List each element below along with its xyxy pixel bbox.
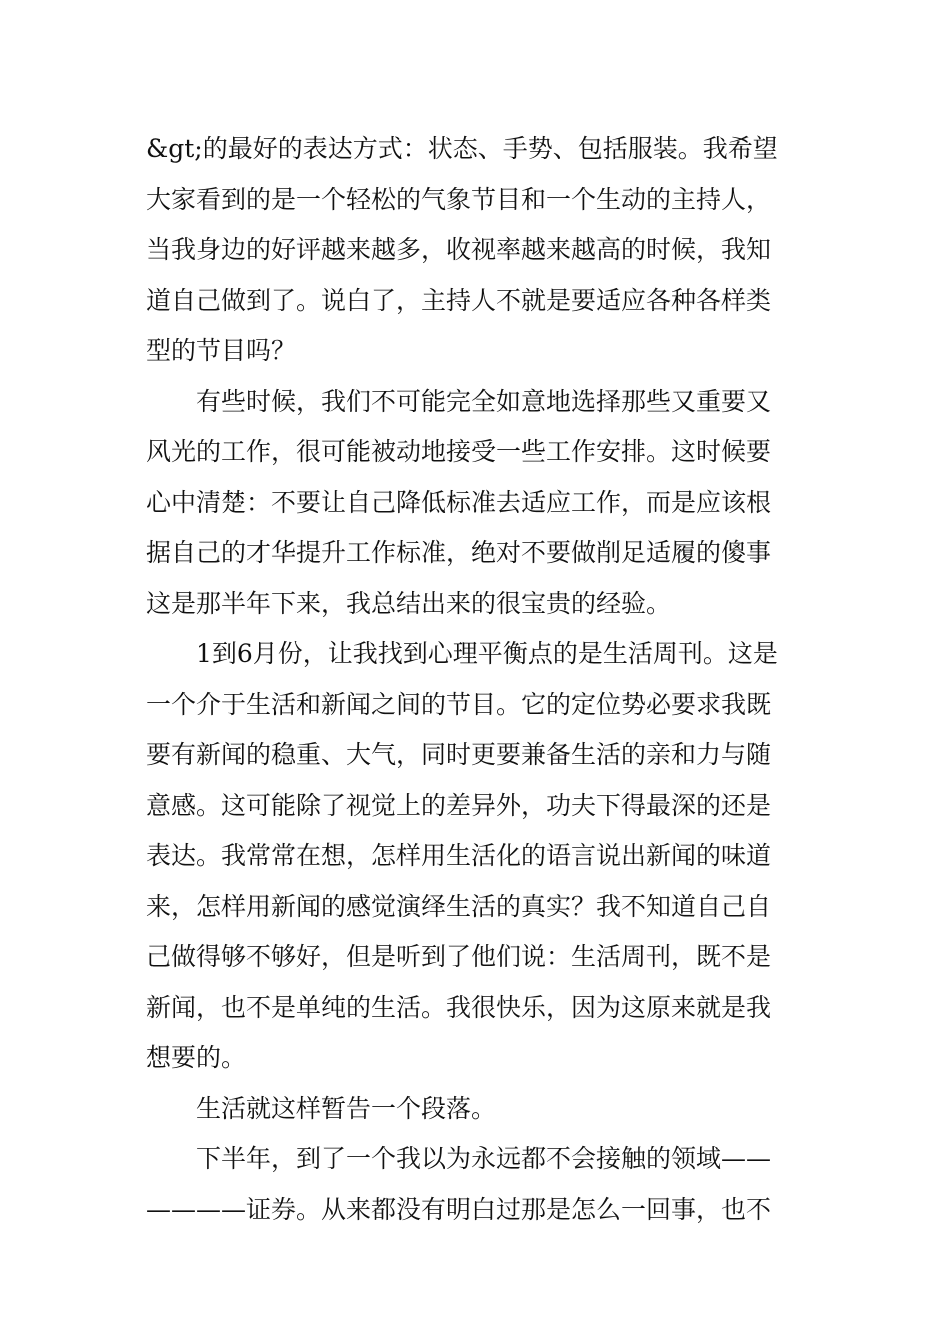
text-line: 当我身边的好评越来越多，收视率越来越高的时候，我知 <box>146 235 772 264</box>
text-line: 表达。我常常在想，怎样用生活化的语言说出新闻的味道 <box>146 841 772 870</box>
text-line: 有些时候，我们不可能完全如意地选择那些又重要又 <box>196 386 772 416</box>
text-line: 型的节目吗？ <box>146 336 297 365</box>
text-line: 大家看到的是一个轻松的气象节目和一个生动的主持人， <box>146 184 772 214</box>
text-line: 下半年，到了一个我以为永远都不会接触的领域—— <box>196 1144 772 1173</box>
text-line: 来，怎样用新闻的感觉演绎生活的真实？我不知道自己自 <box>146 891 772 921</box>
paragraph-4 <box>146 1084 808 1135</box>
paragraph-3 <box>146 629 808 1084</box>
text-line: 一个介于生活和新闻之间的节目。它的定位势必要求我既 <box>146 689 772 719</box>
text-line: 据自己的才华提升工作标准，绝对不要做削足适履的傻事 <box>146 538 772 567</box>
text-line: 1到6月份，让我找到心理平衡点的是生活周刊。这是 <box>196 639 778 668</box>
paragraph-5 <box>146 1134 808 1235</box>
text-line: 这是那半年下来，我总结出来的很宝贵的经验。 <box>146 588 672 618</box>
text-line: 心中清楚：不要让自己降低标准去适应工作，而是应该根 <box>146 487 772 517</box>
text-line: 道自己做到了。说白了，主持人不就是要适应各种各样类 <box>146 285 772 315</box>
text-line: 新闻，也不是单纯的生活。我很快乐，因为这原来就是我 <box>146 992 772 1022</box>
text-line: 意感。这可能除了视觉上的差异外，功夫下得最深的还是 <box>146 790 772 820</box>
text-line: 己做得够不够好，但是听到了他们说：生活周刊，既不是 <box>146 942 772 971</box>
document-body <box>146 124 808 1235</box>
paragraph-1 <box>146 124 808 377</box>
text-line: 想要的。 <box>146 1043 247 1072</box>
text-line: 要有新闻的稳重、大气，同时更要兼备生活的亲和力与随 <box>146 740 772 769</box>
text-line: 生活就这样暂告一个段落。 <box>196 1093 497 1123</box>
text-line: &gt;的最好的表达方式：状态、手势、包括服装。我希望 <box>146 134 778 163</box>
text-line: ————证券。从来都没有明白过那是怎么一回事，也不 <box>146 1194 772 1224</box>
paragraph-2 <box>146 377 808 630</box>
text-line: 风光的工作，很可能被动地接受一些工作安排。这时候要 <box>146 437 772 466</box>
